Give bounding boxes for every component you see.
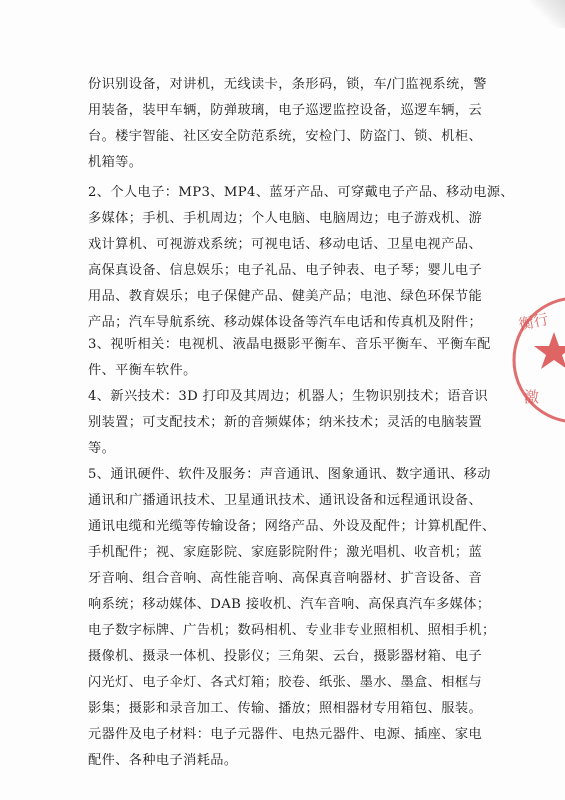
red-seal-stamp [506, 290, 565, 430]
text-line: 元器件及电子材料：电子元器件、电热元器件、电源、插座、家电 [88, 727, 483, 742]
text-line: 份识别设备，对讲机，无线读卡，条形码，锁，车/门监视系统，警 [88, 77, 487, 92]
text-line: 戏计算机、可视游戏系统；可视电话、移动电话、卫星电视产品、 [88, 237, 483, 252]
text-line: 配件、各种电子消耗品。 [88, 753, 238, 768]
paragraph-personal-electronics [88, 180, 514, 336]
text-line: 用装备，装甲车辆，防弹玻璃，电子巡逻监控设备，巡逻车辆，云 [88, 103, 483, 118]
text-line: 牙音响、组合音响、高性能音响、高保真音响器材、扩音设备、音 [88, 571, 483, 586]
text-line: 4、新兴技术：3D 打印及其周边；机器人；生物识别技术；语音识 [88, 389, 489, 404]
text-line: 用品、教育娱乐；电子保健产品、健美产品；电池、绿色环保节能 [88, 289, 483, 304]
text-line: 通讯和广播通讯技术、卫星通讯技术、通讯设备和远程通讯设备、 [88, 493, 483, 508]
text-line: 摄像机、摄录一体机、投影仪；三角架、云台，摄影器材箱、电子 [88, 649, 483, 664]
text-line: 多媒体；手机、手机周边；个人电脑、电脑周边；电子游戏机、游 [88, 211, 483, 226]
text-line: 别装置；可支配技术；新的音频媒体；纳米技术；灵活的电脑装置 [88, 415, 483, 430]
paragraph-security [88, 72, 508, 176]
text-line: 高保真设备、信息娱乐；电子礼品、电子钟表、电子琴；婴儿电子 [88, 263, 483, 278]
text-line: 手机配件；视、家庭影院、家庭影院附件；激光唱机、收音机；蓝 [88, 545, 483, 560]
text-line: 机箱等。 [88, 155, 143, 170]
seal-text-bottom: 激 [524, 388, 540, 406]
text-line: 影集；摄影和录音加工、传输、播放；照相器材专用箱包、服装。 [88, 701, 483, 716]
text-line: 2、个人电子：MP3、MP4、蓝牙产品、可穿戴电子产品、移动电源、 [88, 185, 514, 200]
text-line: 响系统；移动媒体、DAB 接收机、汽车音响、高保真汽车多媒体； [88, 597, 491, 612]
seal-text-top: 衡行 [517, 310, 551, 334]
text-line: 等。 [88, 441, 116, 456]
text-line: 电子数字标牌、广告机；数码相机、专业非专业照相机、照相手机； [88, 623, 496, 638]
text-line: 5、通讯硬件、软件及服务：声音通讯、图象通讯、数字通讯、移动 [88, 467, 491, 482]
text-line: 3、视听相关：电视机、液晶电摄影平衡车、音乐平衡车、平衡车配 [88, 337, 491, 352]
paragraph-audio-video-tech-comms [88, 332, 508, 774]
text-line: 台。楼宇智能、社区安全防范系统，安检门、防盗门、锁、机柜、 [88, 129, 483, 144]
seal-star-icon [534, 332, 565, 369]
page-corner-shadow [529, 0, 565, 28]
seal-graphic [506, 290, 565, 430]
text-line: 件、平衡车软件。 [88, 363, 197, 378]
text-line: 通讯电缆和光缆等传输设备；网络产品、外设及配件；计算机配件、 [88, 519, 496, 534]
text-line: 闪光灯、电子伞灯、各式灯箱；胶卷、纸张、墨水、墨盒、相框与 [88, 675, 483, 690]
text-line: 产品；汽车导航系统、移动媒体设备等汽车电话和传真机及附件； [88, 315, 483, 330]
